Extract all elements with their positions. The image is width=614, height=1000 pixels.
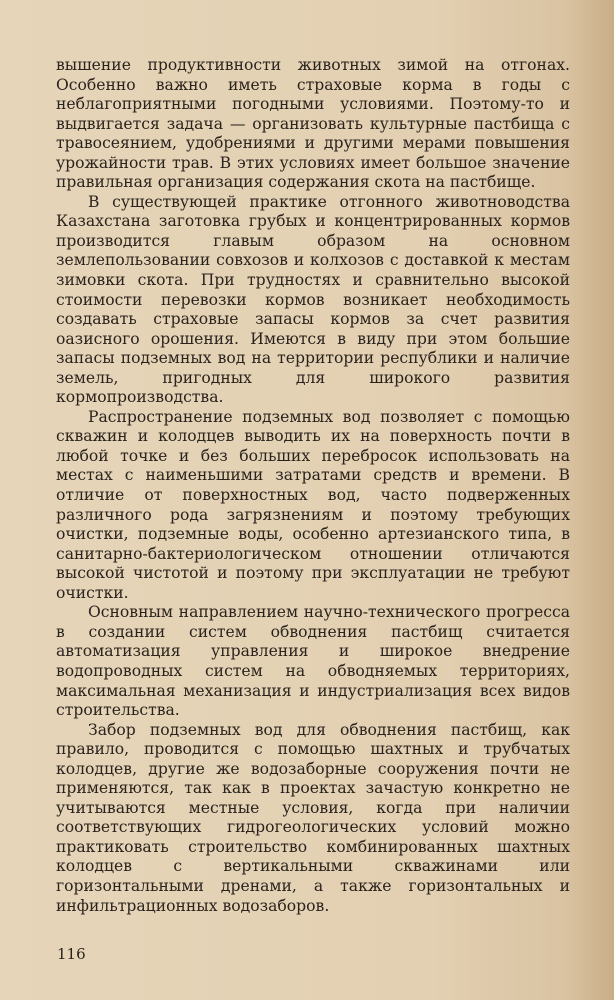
page-number: 116: [57, 945, 86, 963]
body-text: [56, 56, 570, 916]
paragraph: Основным направлением научно-технического прогресса в создании систем обводнения пастбищ считается автоматизация управления и широкое внедрение водопроводных систем на обводняемых территориях, максимальная механизация и индустриализация всех видов строительства.: [56, 603, 570, 720]
paragraph: Распространение подземных вод позволяет с помощью скважин и колодцев выводить их на поверхность почти в любой точке и без больших переброcок использовать на местах с наименьшими затратами средств и времени. В отличие от поверхностных вод, часто подверженных различного рода загрязнениям и поэтому требующих очистки, подземные воды, особенно артезианского типа, в санитарно-бактериологическом отношении отличаются высокой чистотой и поэтому при эксплуатации не требуют очистки.: [56, 407, 570, 602]
paragraph: Забор подземных вод для обводнения пастбищ, как правило, проводится с помощью шахтных и трубчатых колодцев, другие же водозаборные сооружения почти не применяются, так как в проектах зачастую конкретно не учитываются местные условия, когда при наличии соответствующих гидрогеологических условий можно практиковать строительство комбинированных шахтных колодцев с вертикальными скважинами или горизонтальными дренами, а также горизонтальных и инфильтрационных водозаборов.: [56, 720, 570, 915]
paragraph: В существующей практике отгонного животноводства Казахстана заготовка грубых и концентрированных кормов производится главым образом на основном землепользовании совхозов и колхозов с доставкой к местам зимовки скота. При трудностях и сравнительно высокой стоимости перевозки кормов возникает необходимость создавать страховые запасы кормов за счет развития оазисного орошения. Имеются в виду при этом большие запасы подземных вод на территории республики и наличие земель, пригодных для широкого развития кормопроизводства.: [56, 192, 570, 407]
paragraph-continued: вышение продуктивности животных зимой на отгонах. Особенно важно иметь страховые корма в годы с неблагоприятными погодными условиями. Поэтому-то и выдвигается задача — организовать культурные пастбища с травосеянием, удобрениями и другими мерами повышения урожайности трав. В этих условиях имеет большое значение правильная организация содержания скота на пастбище.: [56, 56, 570, 192]
